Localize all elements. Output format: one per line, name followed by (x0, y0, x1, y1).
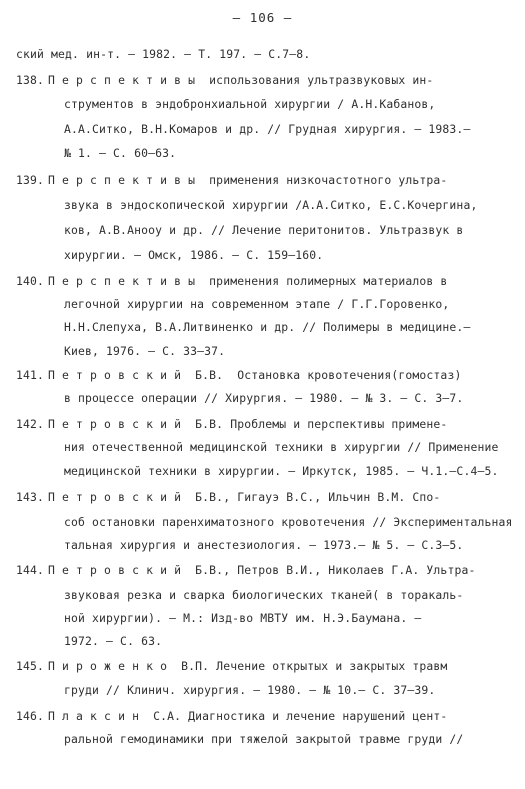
bibliography-entry-start (0, 490, 440, 504)
page-number: – 106 – (232, 10, 293, 25)
bibliography-entry-line (0, 146, 176, 160)
bibliography-entry-line (0, 588, 463, 602)
entry-text: П е т р о в с к и й Б.В. Проблемы и перспективы примене- (48, 417, 448, 431)
entry-text: в процессе операции // Хирургия. – 1980. – № 3. – С. 3–7. (64, 391, 464, 405)
bibliography-entry-line (0, 538, 463, 552)
bibliography-entry-start (0, 368, 461, 382)
entry-number: 139. (15, 173, 44, 187)
entry-text: П е р с п е к т и в ы применения низкочастотного ультра- (48, 173, 448, 187)
bibliography-entry-line (0, 122, 470, 136)
entry-text: П е р с п е к т и в ы использования ультразвуковых ин- (48, 73, 434, 87)
bibliography-entry-start (0, 274, 447, 288)
entry-text: П и р о ж е н к о В.П. Лечение открытых и закрытых травм (48, 659, 448, 673)
bibliography-entry-line (0, 198, 477, 212)
entry-text: П е т р о в с к и й Б.В., Петров В.И., Николаев Г.А. Ультра- (48, 563, 476, 577)
entry-text: ния отечественной медицинской техники в хирургии // Применение (64, 440, 499, 454)
bibliography-entry-line (0, 97, 435, 111)
bibliography-entry-line (0, 391, 463, 405)
bibliography-entry-start (0, 709, 447, 723)
bibliography-entry-line (0, 515, 513, 529)
bibliography-entry-start (0, 173, 447, 187)
entry-text: ков, А.В.Анооу и др. // Лечение перитонитов. Ультразвук в (64, 223, 464, 237)
entry-text: П е т р о в с к и й Б.В., Гигауэ В.С., Ильчин В.М. Спо- (48, 490, 441, 504)
entry-text: звуковая резка и сварка биологических тканей( в торакаль- (64, 588, 464, 602)
entry-text: Н.Н.Слепуха, В.А.Литвиненко и др. // Полимеры в медицине.– (64, 320, 471, 334)
bibliography-entry-line (0, 297, 449, 311)
bibliography-entry-start (0, 563, 475, 577)
entry-number: 143. (15, 490, 44, 504)
bibliography-entry-line (0, 320, 470, 334)
entry-text: груди // Клинич. хирургия. – 1980. – № 10.– С. 37–39. (64, 683, 436, 697)
entry-text: звука в эндоскопической хирургии /А.А.Ситко, Е.С.Кочергина, (64, 198, 478, 212)
entry-text: А.А.Ситко, В.Н.Комаров и др. // Грудная хирургия. – 1983.– (64, 122, 471, 136)
bibliography-entry-line (0, 344, 225, 358)
entry-text: струментов в эндобронхиальной хирургии / А.Н.Кабанов, (64, 97, 436, 111)
bibliography-entry-line (0, 47, 310, 61)
bibliography-entry-line (0, 248, 323, 262)
entry-number: 138. (15, 73, 44, 87)
entry-text: медицинской техники в хирургии. – Иркутск, 1985. – Ч.1.–С.4–5. (64, 464, 499, 478)
entry-number: 142. (15, 417, 44, 431)
bibliography-entry-line (0, 683, 435, 697)
entry-text: П е р с п е к т и в ы применения полимерных материалов в (48, 274, 448, 288)
bibliography-entry-start (0, 73, 433, 87)
bibliography-entry-line (0, 223, 463, 237)
entry-number: 145. (15, 659, 44, 673)
bibliography-entry-line (0, 732, 463, 746)
entry-number: 146. (15, 709, 44, 723)
entry-number: 144. (15, 563, 44, 577)
entry-text: хирургии. – Омск, 1986. – С. 159–160. (64, 248, 324, 262)
entry-text: 1972. – С. 63. (64, 634, 163, 648)
bibliography-entry-line (0, 464, 498, 478)
entry-number: 140. (15, 274, 44, 288)
entry-text: П е т р о в с к и й Б.В. Остановка кровотечения(гомостаз) (48, 368, 462, 382)
entry-text: ральной гемодинамики при тяжелой закрытой травме груди // (64, 732, 464, 746)
bibliography-entry-line (0, 440, 498, 454)
entry-text: соб остановки паренхиматозного кровотечения // Экспериментальная (64, 515, 513, 529)
entry-text: П л а к с и н С.А. Диагностика и лечение нарушений цент- (48, 709, 448, 723)
bibliography-entry-start (0, 659, 447, 673)
entry-text: Киев, 1976. – С. 33–37. (64, 344, 226, 358)
entry-text: № 1. – С. 60–63. (64, 146, 177, 160)
entry-text: ной хирургии). – М.: Изд-во МВТУ им. Н.Э.Баумана. – (64, 611, 422, 625)
entry-text: тальная хирургия и анестезиология. – 1973.– № 5. – С.3–5. (64, 538, 464, 552)
entry-number: 141. (15, 368, 44, 382)
bibliography-entry-line (0, 611, 421, 625)
bibliography-entry-line (0, 634, 162, 648)
entry-text: ский мед. ин-т. – 1982. – Т. 197. – С.7–8. (16, 47, 311, 61)
bibliography-entry-start (0, 417, 447, 431)
entry-text: легочной хирургии на современном этапе / Г.Г.Горовенко, (64, 297, 450, 311)
